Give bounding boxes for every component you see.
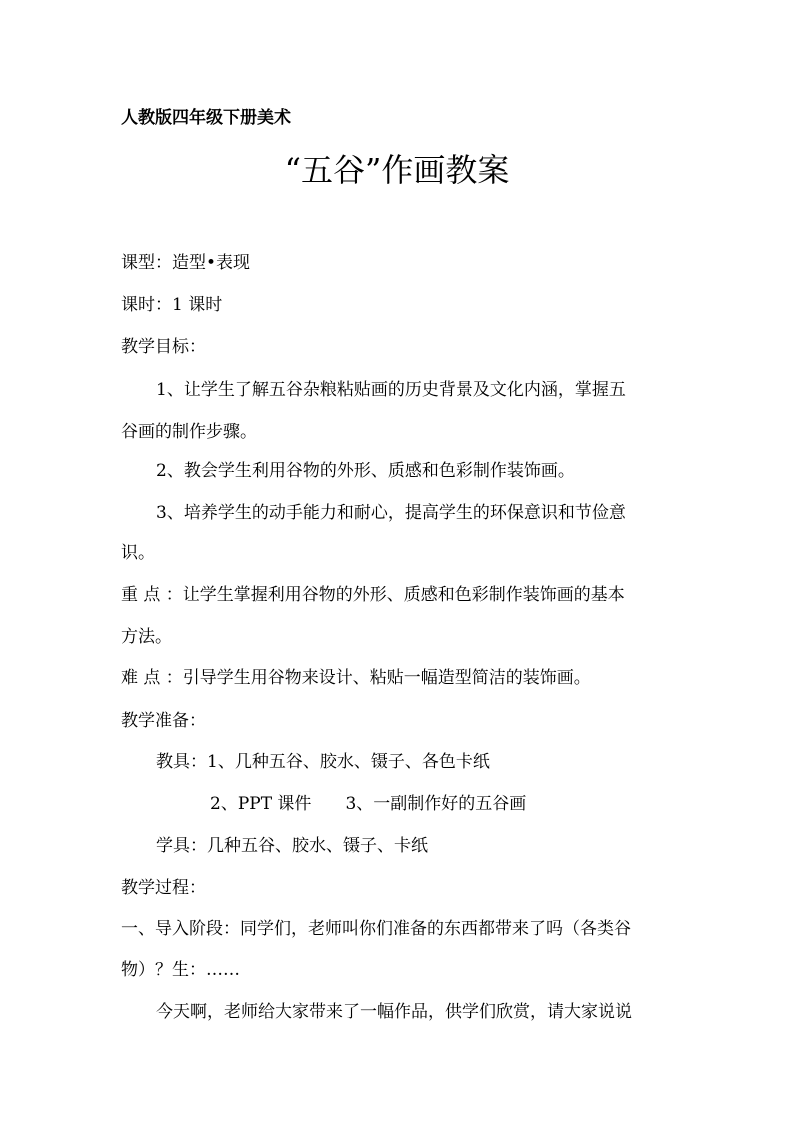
teacher-tools-row (210, 794, 526, 814)
step1-line-3: 今天啊，老师给大家带来了一幅作品，供学们欣赏，请大家说说 (156, 1002, 632, 1022)
objective-3-line-1: 3、培养学生的动手能力和耐心，提高学生的环保意识和节俭意 (156, 503, 626, 523)
teacher-tools-3: 3、一副制作好的五谷画 (345, 794, 527, 814)
objective-2: 2、教会学生利用谷物的外形、质感和色彩制作装饰画。 (156, 461, 575, 481)
process-heading: 教学过程： (121, 878, 206, 898)
student-tools: 学具：几种五谷、胶水、镊子、卡纸 (156, 836, 428, 856)
objective-1-line-1: 1、让学生了解五谷杂粮粘贴画的历史背景及文化内涵，掌握五 (156, 380, 626, 400)
key-point-line-1: 重 点 ：让学生掌握利用谷物的外形、质感和色彩制作装饰画的基本 (121, 585, 625, 605)
lesson-type: 课型：造型•表现 (121, 253, 251, 273)
document-title: “五谷”作画教案 (284, 151, 510, 189)
key-point-line-2: 方法。 (121, 627, 172, 647)
teacher-tools-1: 教具：1、几种五谷、胶水、镊子、各色卡纸 (156, 752, 490, 772)
prep-heading: 教学准备： (121, 711, 206, 731)
step1-line-2: 物）？生：…… (121, 960, 240, 980)
objective-3-line-2: 识。 (121, 543, 155, 563)
document-subtitle: 人教版四年级下册美术 (121, 108, 291, 128)
objective-1-line-2: 谷画的制作步骤。 (121, 422, 257, 442)
objectives-heading: 教学目标： (121, 337, 206, 357)
step1-line-1: 一、导入阶段：同学们，老师叫你们准备的东西都带来了吗（各类谷 (121, 919, 631, 939)
teacher-tools-2: 2、PPT 课件 (210, 794, 312, 814)
lesson-hours: 课时：1 课时 (121, 295, 223, 315)
difficulty: 难 点 ：引导学生用谷物来设计、粘贴一幅造型简洁的装饰画。 (121, 668, 591, 688)
